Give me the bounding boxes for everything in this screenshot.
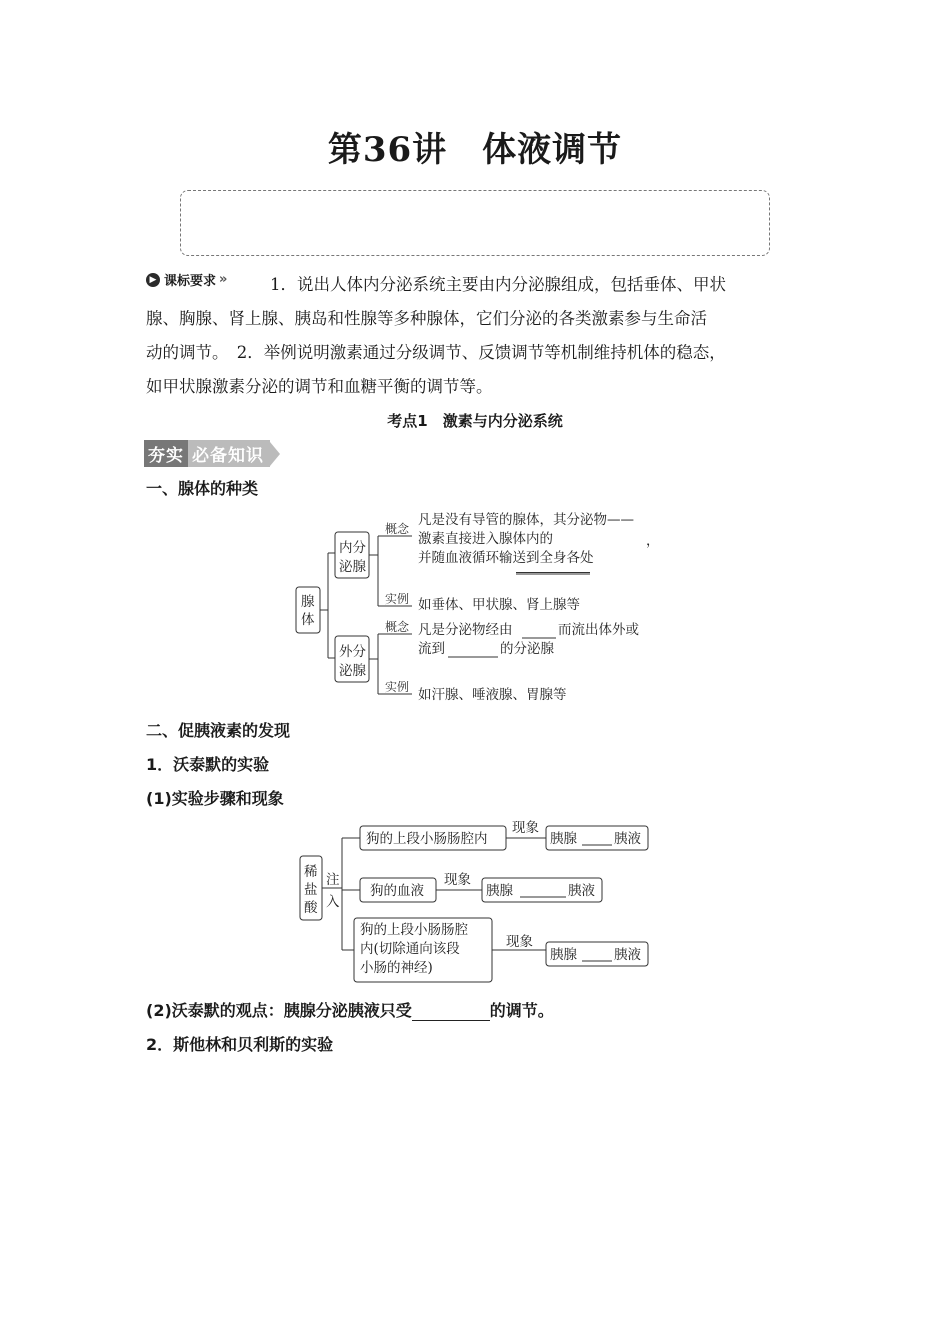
req-line-2: 腺、胸腺、肾上腺、胰岛和性腺等多种腺体，它们分泌的各类激素参与生命活: [146, 309, 707, 328]
acid-char-2: 盐: [304, 882, 318, 898]
example-label-2: 实例: [385, 680, 410, 694]
result-3-right: 胰液: [614, 947, 641, 963]
result-2-left: 胰腺: [486, 883, 513, 899]
double-chevron-icon: »: [219, 272, 228, 287]
requirements-badge: [146, 270, 227, 289]
kaodian-heading: 考点1 激素与内分泌系统: [387, 412, 563, 430]
req-line-1: 1．说出人体内分泌系统主要由内分泌腺组成，包括垂体、甲状: [270, 275, 726, 294]
page-title: 第36讲 体液调节: [327, 130, 623, 170]
outer-line-1: 外分: [339, 644, 366, 660]
subheading-2: 2．斯他林和贝利斯的实验: [146, 1035, 334, 1054]
bar-label-b: 必备知识: [188, 440, 270, 467]
dashed-box: [180, 190, 770, 256]
arrow-icon: ▶: [146, 273, 160, 287]
view-suffix: 的调节。: [489, 1001, 554, 1020]
subheading-1a: (1)实验步骤和现象: [146, 789, 284, 808]
acid-char-3: 酸: [304, 900, 318, 916]
inner-line-1: 内分: [339, 540, 366, 556]
box-2-text: 狗的血液: [370, 883, 424, 899]
outer-example: 如汗腺、唾液腺、胃腺等: [418, 687, 567, 703]
badge-label: 课标要求: [164, 274, 217, 289]
section-1-heading: 一、腺体的种类: [146, 479, 259, 498]
box-3-line-1: 狗的上段小肠肠腔: [360, 922, 468, 938]
inner-concept-comma: ，: [646, 533, 660, 549]
inject-char-1: 注: [326, 872, 340, 888]
req-line-4: 如甲状腺激素分泌的调节和血糖平衡的调节等。: [146, 377, 493, 396]
inner-concept-3: 并随血液循环输送到全身各处: [418, 550, 594, 566]
outer-concept-1: 凡是分泌物经由: [418, 622, 513, 638]
section-bar: [144, 440, 280, 467]
gland-diagram: [290, 508, 670, 708]
blank-inner: [516, 572, 590, 573]
box-1-text: 狗的上段小肠肠腔内: [366, 831, 488, 847]
inner-concept-2: 激素直接进入腺体内的: [418, 531, 553, 547]
outer-concept-4: 的分泌腺: [500, 641, 554, 657]
bar-label-a: 夯实: [144, 440, 188, 467]
req-line-3: 动的调节。 2．举例说明激素通过分级调节、反馈调节等机制维持机体的稳态，: [146, 343, 726, 362]
result-1-right: 胰液: [614, 831, 641, 847]
concept-label-1: 概念: [385, 522, 410, 536]
box-3-line-3: 小肠的神经): [360, 960, 433, 976]
inner-example: 如垂体、甲状腺、肾上腺等: [418, 597, 580, 613]
inner-concept-1: 凡是没有导管的腺体，其分泌物——: [418, 512, 634, 528]
phenomenon-2: 现象: [444, 872, 471, 888]
subheading-1: 1．沃泰默的实验: [146, 755, 270, 774]
acid-char-1: 稀: [304, 864, 318, 880]
view-blank: [412, 1002, 490, 1021]
box-3-line-2: 内(切除通向该段: [360, 941, 460, 957]
outer-concept-3: 流到: [418, 641, 445, 657]
view-prefix: (2)沃泰默的观点：胰腺分泌胰液只受: [146, 1001, 412, 1020]
inject-char-2: 入: [326, 894, 340, 910]
view-line: [146, 998, 554, 1021]
section-2-heading: 二、促胰液素的发现: [146, 721, 291, 740]
result-1-left: 胰腺: [550, 831, 577, 847]
experiment-diagram: [296, 818, 656, 988]
inner-line-2: 泌腺: [339, 559, 366, 575]
phenomenon-3: 现象: [506, 934, 533, 950]
result-2-right: 胰液: [568, 883, 595, 899]
example-label-1: 实例: [385, 592, 410, 606]
bar-tail: [270, 442, 280, 466]
root-char-2: 体: [301, 612, 315, 628]
concept-label-2: 概念: [385, 620, 410, 634]
outer-concept-2: 而流出体外或: [558, 622, 639, 638]
outer-line-2: 泌腺: [339, 663, 366, 679]
result-3-left: 胰腺: [550, 947, 577, 963]
phenomenon-1: 现象: [512, 820, 539, 836]
root-char-1: 腺: [301, 594, 315, 610]
